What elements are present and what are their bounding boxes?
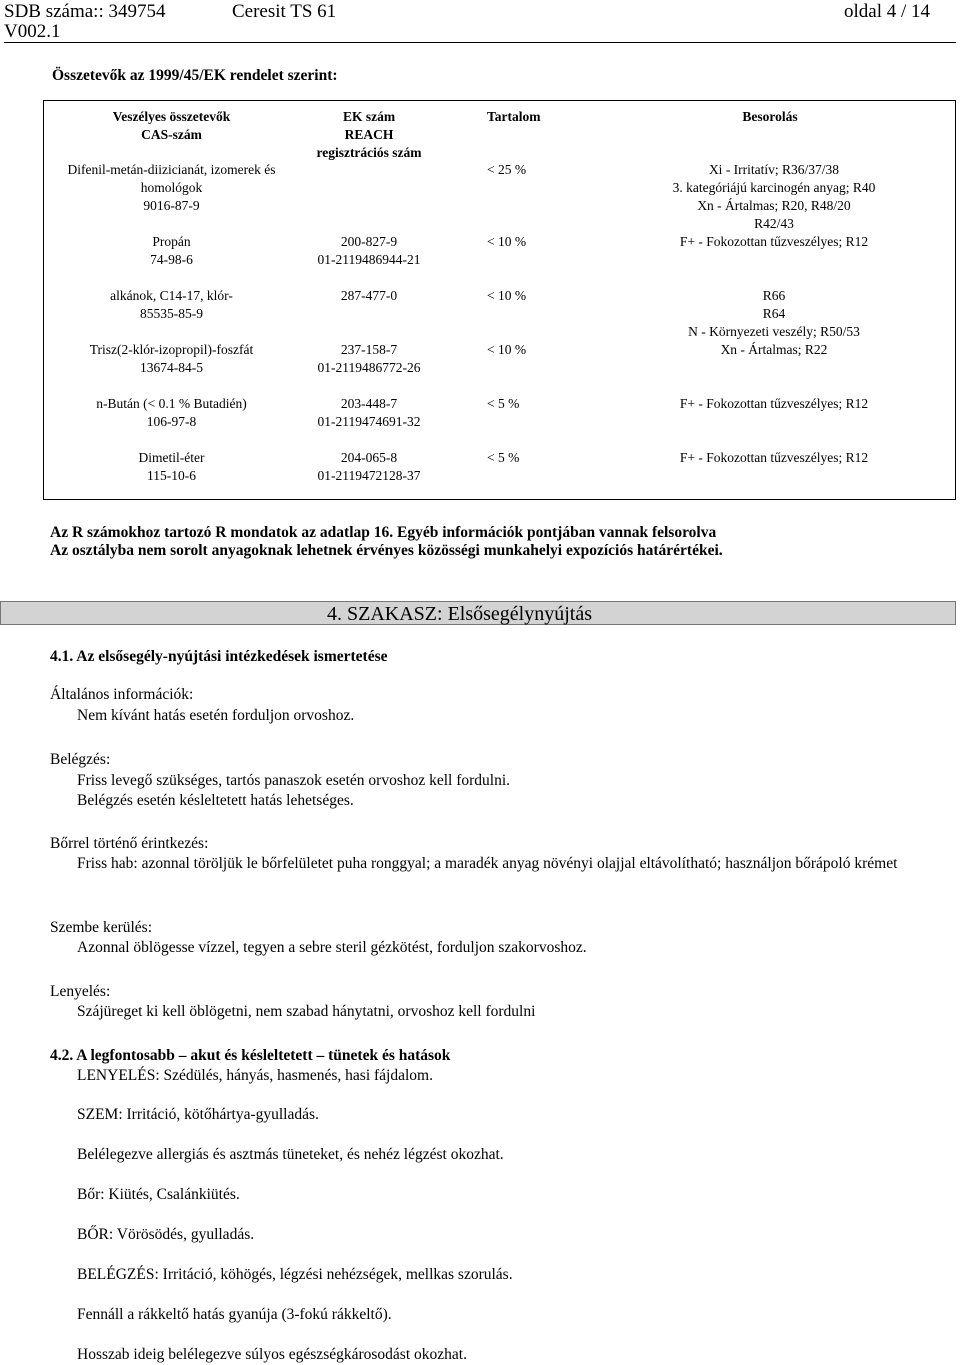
table-row-2-name: [44, 287, 299, 323]
eye-contact-text: Azonnal öblögesse vízzel, tegyen a sebre steril gézkötést, forduljon szakorvoshoz.: [77, 939, 587, 956]
section-4-title: 4. SZAKASZ: Elsősegélynyújtás: [327, 603, 592, 625]
cell: 01-2119472128-37: [317, 468, 421, 483]
cell: 13674-84-5: [140, 360, 203, 375]
cell: F+ - Fokozottan tűzveszélyes; R12: [679, 450, 869, 465]
cell: n-Bután (< 0.1 % Butadién): [96, 396, 247, 411]
col-header-components: [44, 108, 299, 144]
exposure-note: Az osztályba nem sorolt anyagoknak lehetnek érvényes közösségi munkahelyi expozíciós határértékei.: [50, 542, 723, 559]
table-row-5-name: [44, 449, 299, 485]
table-row-1-content: < 10 %: [487, 234, 527, 249]
skin-contact-text: Friss hab: azonnal töröljük le bőrfelületet puha ronggyal; a maradék anyag növényi olajjal eltávolítható; használjon bőrápoló krémet: [77, 855, 898, 872]
symptom-carcinogen: Fennáll a rákkeltő hatás gyanúja (3-fokú rákkeltő).: [77, 1306, 392, 1323]
table-row-4-ek: [299, 395, 439, 431]
symptom-skin-redness: BŐR: Vörösödés, gyulladás.: [77, 1226, 255, 1243]
version: V002.1: [4, 21, 61, 42]
table-row-5-class: [620, 449, 928, 467]
symptom-inhalation: BELÉGZÉS: Irritáció, köhögés, légzési nehézségek, mellkas szorulás.: [77, 1266, 513, 1283]
header-divider: [4, 42, 956, 43]
table-row-3-content: < 10 %: [487, 342, 527, 357]
col-header-components-l1: Veszélyes összetevők: [112, 109, 231, 124]
symptom-ingestion: LENYELÉS: Szédülés, hányás, hasmenés, hasi fájdalom.: [77, 1067, 433, 1084]
cell: 237-158-7: [340, 342, 398, 357]
cell: R64: [762, 306, 786, 321]
cell: Xn - Ártalmas; R20, R48/20: [697, 198, 851, 213]
cell: 74-98-6: [150, 252, 193, 267]
col-header-ek-l1: EK szám: [342, 109, 396, 124]
col-header-ek-l2: REACH: [344, 127, 394, 142]
subsection-4-2-title: 4.2. A legfontosabb – akut és késleltetett – tünetek és hatások: [50, 1047, 451, 1064]
table-row-4-class: [620, 395, 928, 413]
product-name: Ceresit TS 61: [232, 1, 337, 22]
cell: N - Környezeti veszély; R50/53: [688, 324, 860, 339]
cell: F+ - Fokozottan tűzveszélyes; R12: [679, 396, 869, 411]
cell: 9016-87-9: [143, 198, 200, 213]
cell: 85535-85-9: [140, 306, 203, 321]
cell: 106-97-8: [146, 414, 197, 429]
cell: 01-2119486772-26: [317, 360, 421, 375]
ingestion-text: Szájüreget ki kell öblögetni, nem szabad hánytatni, orvoshoz kell fordulni: [77, 1003, 536, 1020]
cell: 287-477-0: [340, 288, 398, 303]
general-info-label: Általános információk:: [50, 686, 194, 703]
components-title: Összetevők az 1999/45/EK rendelet szerint:: [52, 67, 338, 84]
table-row-0-name: [44, 161, 299, 215]
symptom-inhaled-allergy: Belélegezve allergiás és asztmás tüneteket, és nehéz légzést okozhat.: [77, 1146, 504, 1163]
sds-number: SDB száma:: 349754: [4, 1, 166, 22]
table-row-0-content: < 25 %: [487, 162, 527, 177]
symptom-skin-rash: Bőr: Kiütés, Csalánkiütés.: [77, 1186, 240, 1203]
table-row-1-name: [44, 233, 299, 269]
cell: 3. kategóriájú karcinogén anyag; R40: [672, 180, 876, 195]
table-row-2-content: < 10 %: [487, 288, 527, 303]
symptom-eye: SZEM: Irritáció, kötőhártya-gyulladás.: [77, 1106, 319, 1123]
cell: F+ - Fokozottan tűzveszélyes; R12: [679, 234, 869, 249]
cell: homológok: [140, 180, 203, 195]
table-row-5-content: < 5 %: [487, 450, 520, 465]
table-row-3-class: [620, 341, 928, 359]
ingestion-label: Lenyelés:: [50, 983, 111, 1000]
col-header-ek: [299, 108, 439, 162]
page-number: oldal 4 / 14: [844, 1, 931, 22]
cell: Xi - Irritatív; R36/37/38: [708, 162, 840, 177]
cell: Difenil-metán-diizicianát, izomerek és: [67, 162, 276, 177]
inhalation-text-2: Belégzés esetén késleltetett hatás lehetséges.: [77, 792, 354, 809]
general-info-text: Nem kívánt hatás esetén forduljon orvoshoz.: [77, 707, 355, 724]
table-row-4-content: < 5 %: [487, 396, 520, 411]
inhalation-text-1: Friss levegő szükséges, tartós panaszok esetén orvoshoz kell fordulni.: [77, 772, 511, 789]
cell: 200-827-9: [340, 234, 398, 249]
col-header-components-l2: CAS-szám: [141, 127, 202, 142]
cell: 204-065-8: [340, 450, 398, 465]
table-row-1-ek: [299, 233, 439, 269]
col-header-classification: Besorolás: [742, 109, 798, 124]
cell: 01-2119474691-32: [317, 414, 421, 429]
cell: Trisz(2-klór-izopropil)-foszfát: [89, 342, 254, 357]
symptom-long-term: Hosszab ideig belélegezve súlyos egészségkárosodást okozhat.: [77, 1346, 467, 1363]
table-row-5-ek: [299, 449, 439, 485]
cell: Dimetil-éter: [138, 450, 205, 465]
cell: alkánok, C14-17, klór-: [110, 288, 233, 303]
table-row-3-ek: [299, 341, 439, 377]
table-row-1-class: [620, 233, 928, 251]
cell: R66: [762, 288, 786, 303]
col-header-ek-l3: regisztrációs szám: [316, 145, 422, 160]
subsection-4-1-title: 4.1. Az elsősegély-nyújtási intézkedések ismertetése: [50, 648, 388, 665]
table-row-0-class: [620, 161, 928, 233]
col-header-content: Tartalom: [487, 109, 541, 124]
r-phrases-note: Az R számokhoz tartozó R mondatok az adatlap 16. Egyéb információk pontjában vannak felsorolva: [50, 524, 717, 541]
inhalation-label: Belégzés:: [50, 751, 111, 768]
table-row-3-name: [44, 341, 299, 377]
table-row-2-class: [620, 287, 928, 341]
cell: Xn - Ártalmas; R22: [720, 342, 828, 357]
cell: 203-448-7: [340, 396, 398, 411]
cell: 01-2119486944-21: [317, 252, 421, 267]
cell: Propán: [152, 234, 191, 249]
cell: R42/43: [754, 216, 794, 231]
cell: 115-10-6: [147, 468, 196, 483]
table-row-4-name: [44, 395, 299, 431]
eye-contact-label: Szembe kerülés:: [50, 919, 153, 936]
table-row-2-ek: [299, 287, 439, 305]
skin-contact-label: Bőrrel történő érintkezés:: [50, 835, 209, 852]
